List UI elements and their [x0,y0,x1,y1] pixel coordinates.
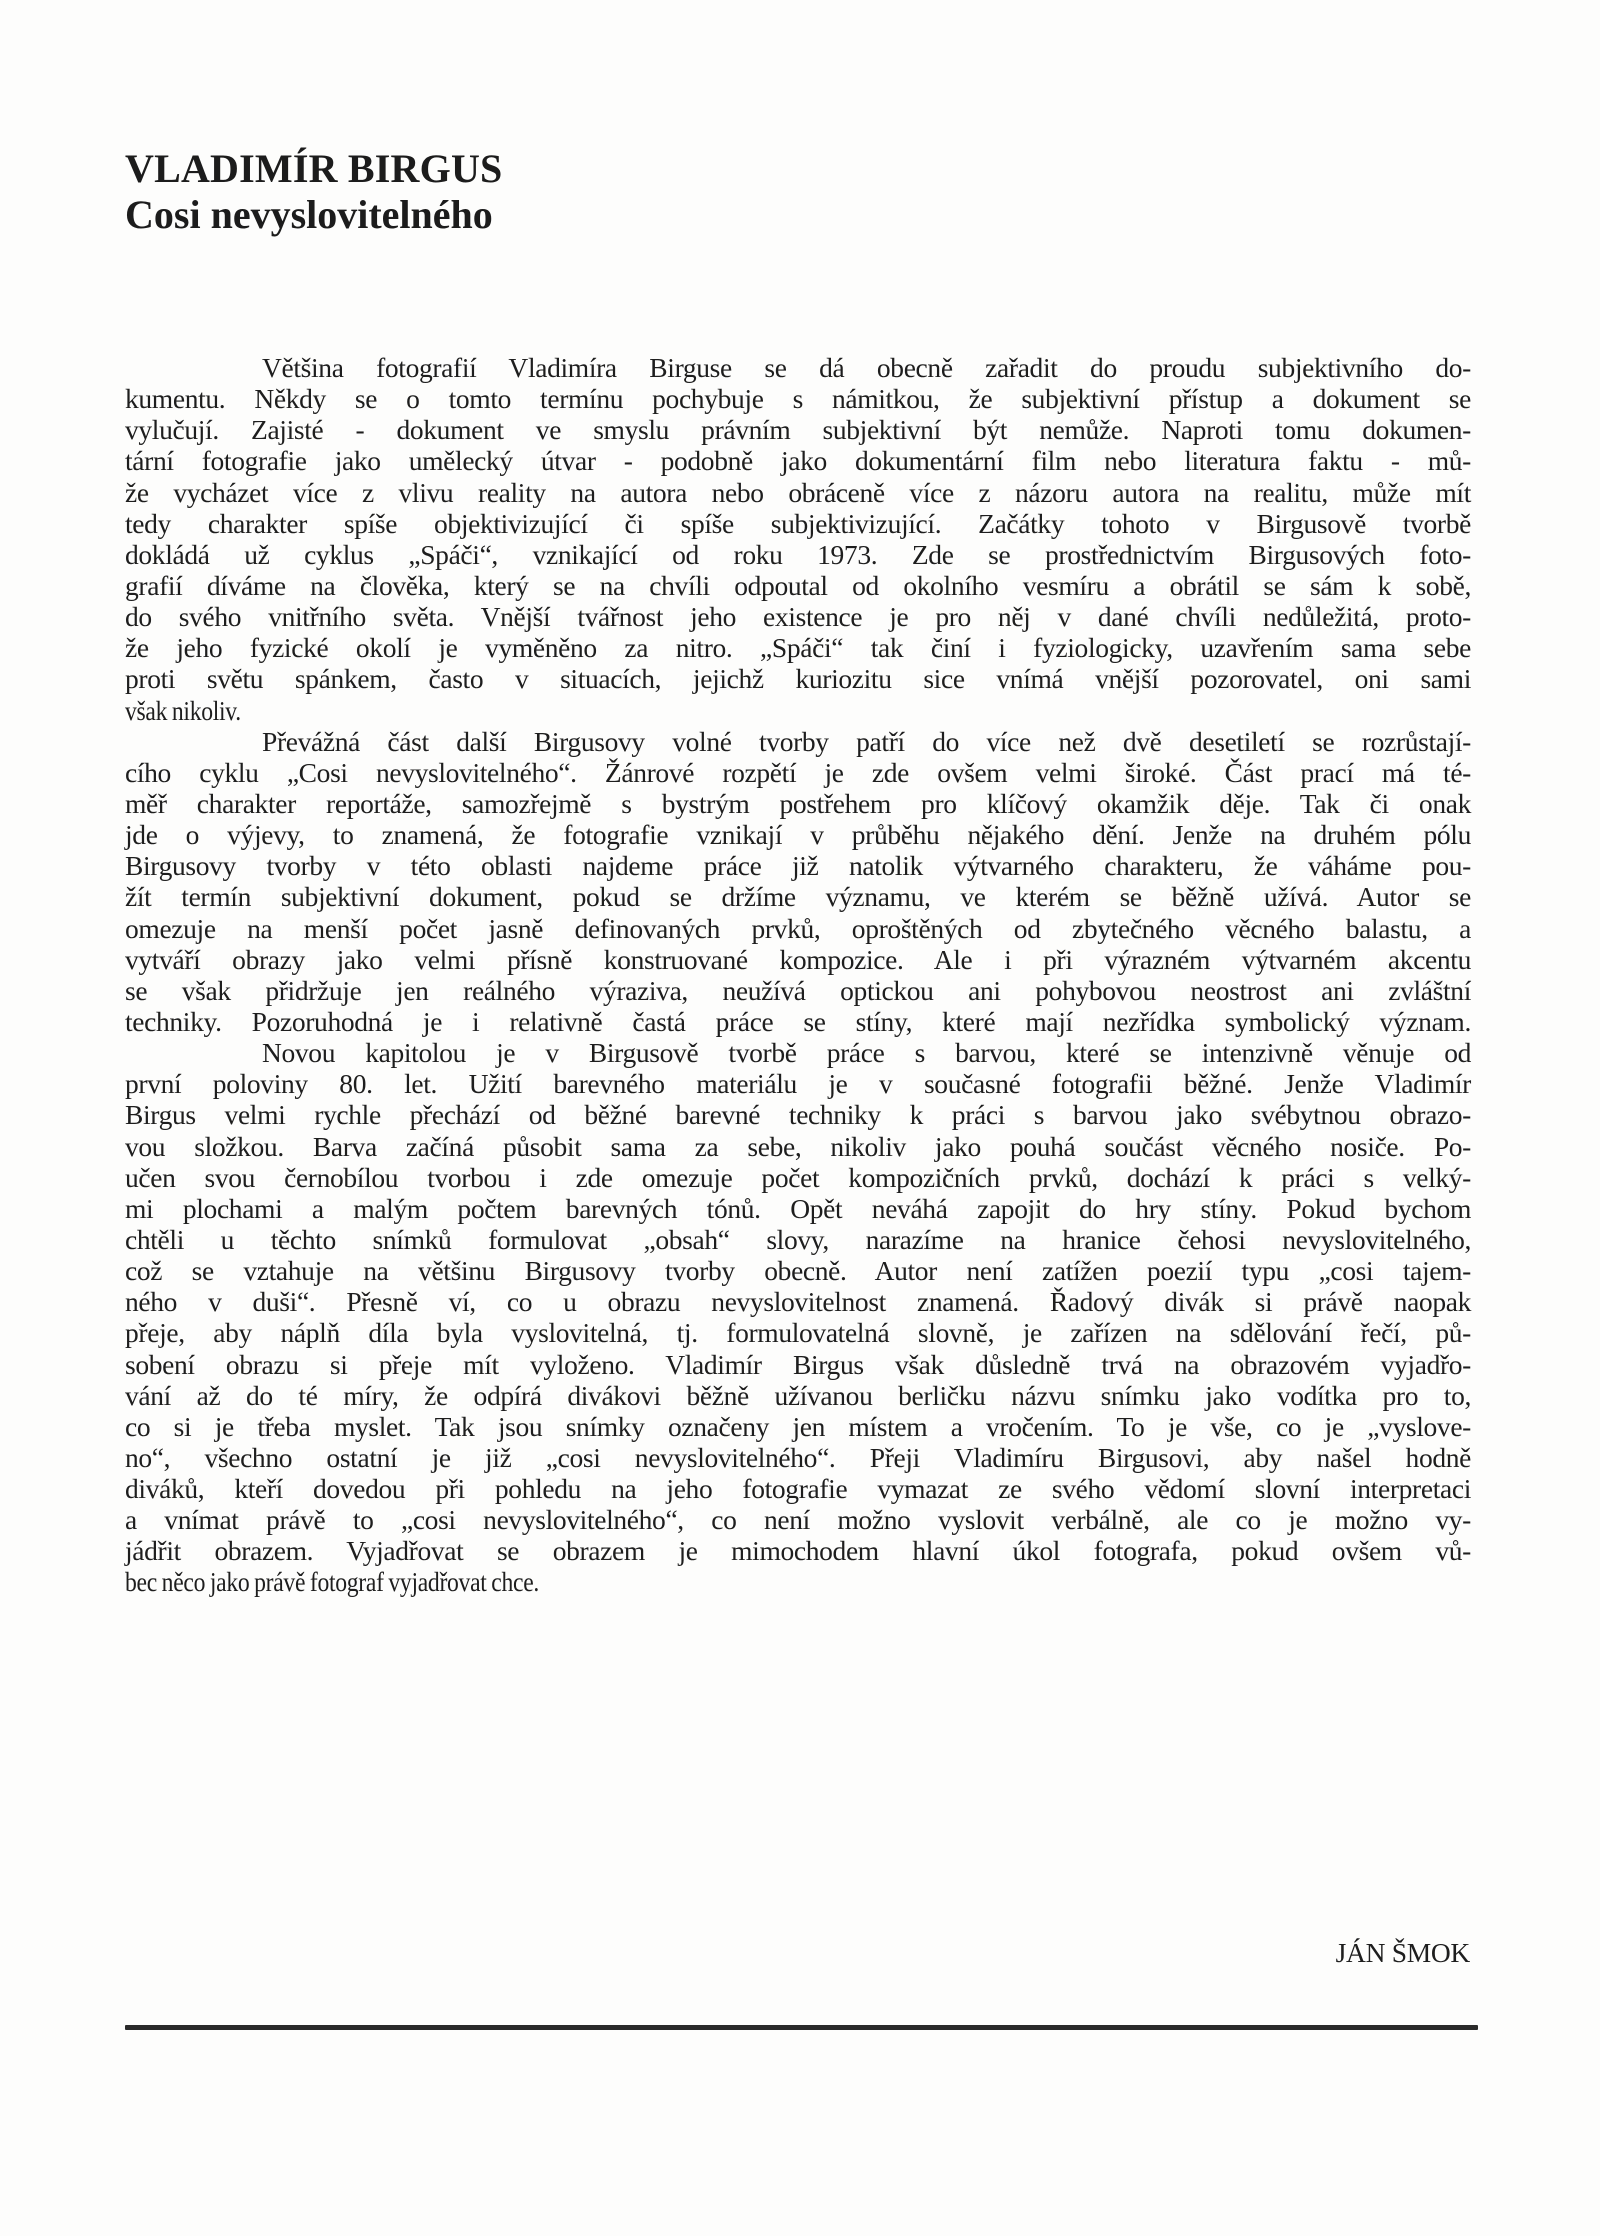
text-line: měř charakter reportáže, samozřejmě s bystrým postřehem pro klíčový okamžik děje. Tak či onak [125,787,1471,819]
text-line: omezuje na menší počet jasně definovaných prvků, oproštěných od zbytečného věcného balastu, a [125,912,1471,944]
paragraph-1 [125,352,1471,726]
text-line: cího cyklu „Cosi nevyslovitelného“. Žánrové rozpětí je zde ovšem velmi široké. Část prací má té- [125,756,1471,788]
text-line: proti světu spánkem, často v situacích, jejichž kuriozitu sice vnímá vnější pozorovatel, oni sami [125,663,1471,695]
text-line: no“, všechno ostatní je již „cosi nevyslovitelného“. Přeji Vladimíru Birgusovi, aby našel hodně [125,1441,1471,1473]
text-line: grafií díváme na člověka, který se na chvíli odpoutal od okolního vesmíru a obrátil se sám k sobě, [125,569,1471,601]
paragraph-3 [125,1037,1471,1598]
text-line: jde o výjevy, to znamená, že fotografie vznikají v průběhu nějakého dění. Jenže na druhém pólu [125,819,1471,851]
text-line: kumentu. Někdy se o tomto termínu pochybuje s námitkou, že subjektivní přístup a dokument se [125,383,1471,415]
text-line: co si je třeba myslet. Tak jsou snímky označeny jen místem a vročením. To je vše, co je „vyslove- [125,1410,1471,1442]
text-line: do svého vnitřního světa. Vnější tvářnost jeho existence je pro něj v dané chvíli nedůležitá, proto- [125,601,1471,633]
text-line: Většina fotografií Vladimíra Birguse se dá obecně zařadit do proudu subjektivního do- [262,352,1471,383]
text-line: se však přidržuje jen reálného výraziva, neužívá optickou ani pohybovou neostrost ani zvláštní [125,974,1471,1006]
text-line: bec něco jako právě fotograf vyjadřovat chce. [125,1566,540,1598]
signature: JÁN ŠMOK [1335,1937,1470,1968]
text-line: vytváří obrazy jako velmi přísně konstruované kompozice. Ale i při výrazném výtvarném akcentu [125,943,1471,975]
text-line: dokládá už cyklus „Spáči“, vznikající od roku 1973. Zde se prostřednictvím Birgusových foto- [125,538,1471,570]
text-line: Birgusovy tvorby v této oblasti najdeme práce již natolik výtvarného charakteru, že váháme pou- [125,850,1471,882]
text-line: což se vztahuje na většinu Birgusovy tvorby obecně. Autor není zatížen poezií typu „cosi tajem- [125,1255,1471,1287]
text-line: učen svou černobílou tvorbou i zde omezuje počet kompozičních prvků, dochází k práci s velký- [125,1161,1471,1193]
text-line: mi plochami a malým počtem barevných tónů. Opět neváhá zapojit do hry stíny. Pokud bychom [125,1192,1471,1224]
text-line: jádřit obrazem. Vyjadřovat se obrazem je mimochodem hlavní úkol fotografa, pokud ovšem vů- [125,1535,1471,1567]
text-line: však nikoliv. [125,694,241,726]
text-line: tární fotografie jako umělecký útvar - podobně jako dokumentární film nebo literatura faktu - mů- [125,445,1471,477]
article-title: Cosi nevyslovitelného [125,192,493,237]
text-line: tedy charakter spíše objektivizující či spíše subjektivizující. Začátky tohoto v Birgusově tvorbě [125,507,1471,539]
text-line: přeje, aby náplň díla byla vyslovitelná, tj. formulovatelná slovně, je zařízen na sdělování řečí, pů- [125,1317,1471,1349]
text-line: Birgus velmi rychle přechází od běžné barevné techniky k práci s barvou jako svébytnou obrazo- [125,1099,1471,1131]
text-line: diváků, kteří dovedou při pohledu na jeho fotografie vymazat ze svého vědomí slovní interpretaci [125,1473,1471,1505]
text-line: žít termín subjektivní dokument, pokud se držíme významu, ve kterém se běžně užívá. Autor se [125,881,1471,913]
text-line: sobení obrazu si přeje mít vyloženo. Vladimír Birgus však důsledně trvá na obrazovém vyjadřo- [125,1348,1471,1380]
author-heading: VLADIMÍR BIRGUS [125,146,503,191]
text-line: a vnímat právě to „cosi nevyslovitelného“, co není možno vyslovit verbálně, ale co je možno vy- [125,1504,1471,1536]
text-line: ného v duši“. Přesně ví, co u obrazu nevyslovitelnost znamená. Řadový divák si právě naopak [125,1286,1471,1318]
text-line: chtěli u těchto snímků formulovat „obsah“ slovy, narazíme na hranice čehosi nevyslovitelného, [125,1223,1471,1255]
article-body [125,352,1471,1598]
text-line: vání až do té míry, že odpírá divákovi běžně užívanou berličku názvu snímku jako vodítka pro to, [125,1379,1471,1411]
text-line: Novou kapitolou je v Birgusově tvorbě práce s barvou, které se intenzivně věnuje od [262,1037,1471,1069]
text-line: vylučují. Zajisté - dokument ve smyslu právním subjektivní být nemůže. Naproti tomu dokumen- [125,414,1471,446]
text-line: Převážná část další Birgusovy volné tvorby patří do více než dvě desetiletí se rozrůstají- [262,725,1471,757]
paragraph-2 [125,726,1471,1037]
text-line: první poloviny 80. let. Užití barevného materiálu je v současné fotografii běžné. Jenže Vladimír [125,1068,1471,1100]
article-heading [125,146,503,238]
text-line: vou složkou. Barva začíná působit sama za sebe, nikoliv jako pouhá součást věcného nosiče. Po- [125,1130,1471,1162]
horizontal-rule [125,2025,1478,2030]
text-line: techniky. Pozoruhodná je i relativně častá práce se stíny, které mají nezřídka symbolický význam. [125,1005,1471,1037]
text-line: že jeho fyzické okolí je vyměněno za nitro. „Spáči“ tak činí i fyziologicky, uzavřením sama sebe [125,632,1471,664]
text-line: že vycházet více z vlivu reality na autora nebo obráceně více z názoru autora na realitu, může mít [125,476,1471,508]
